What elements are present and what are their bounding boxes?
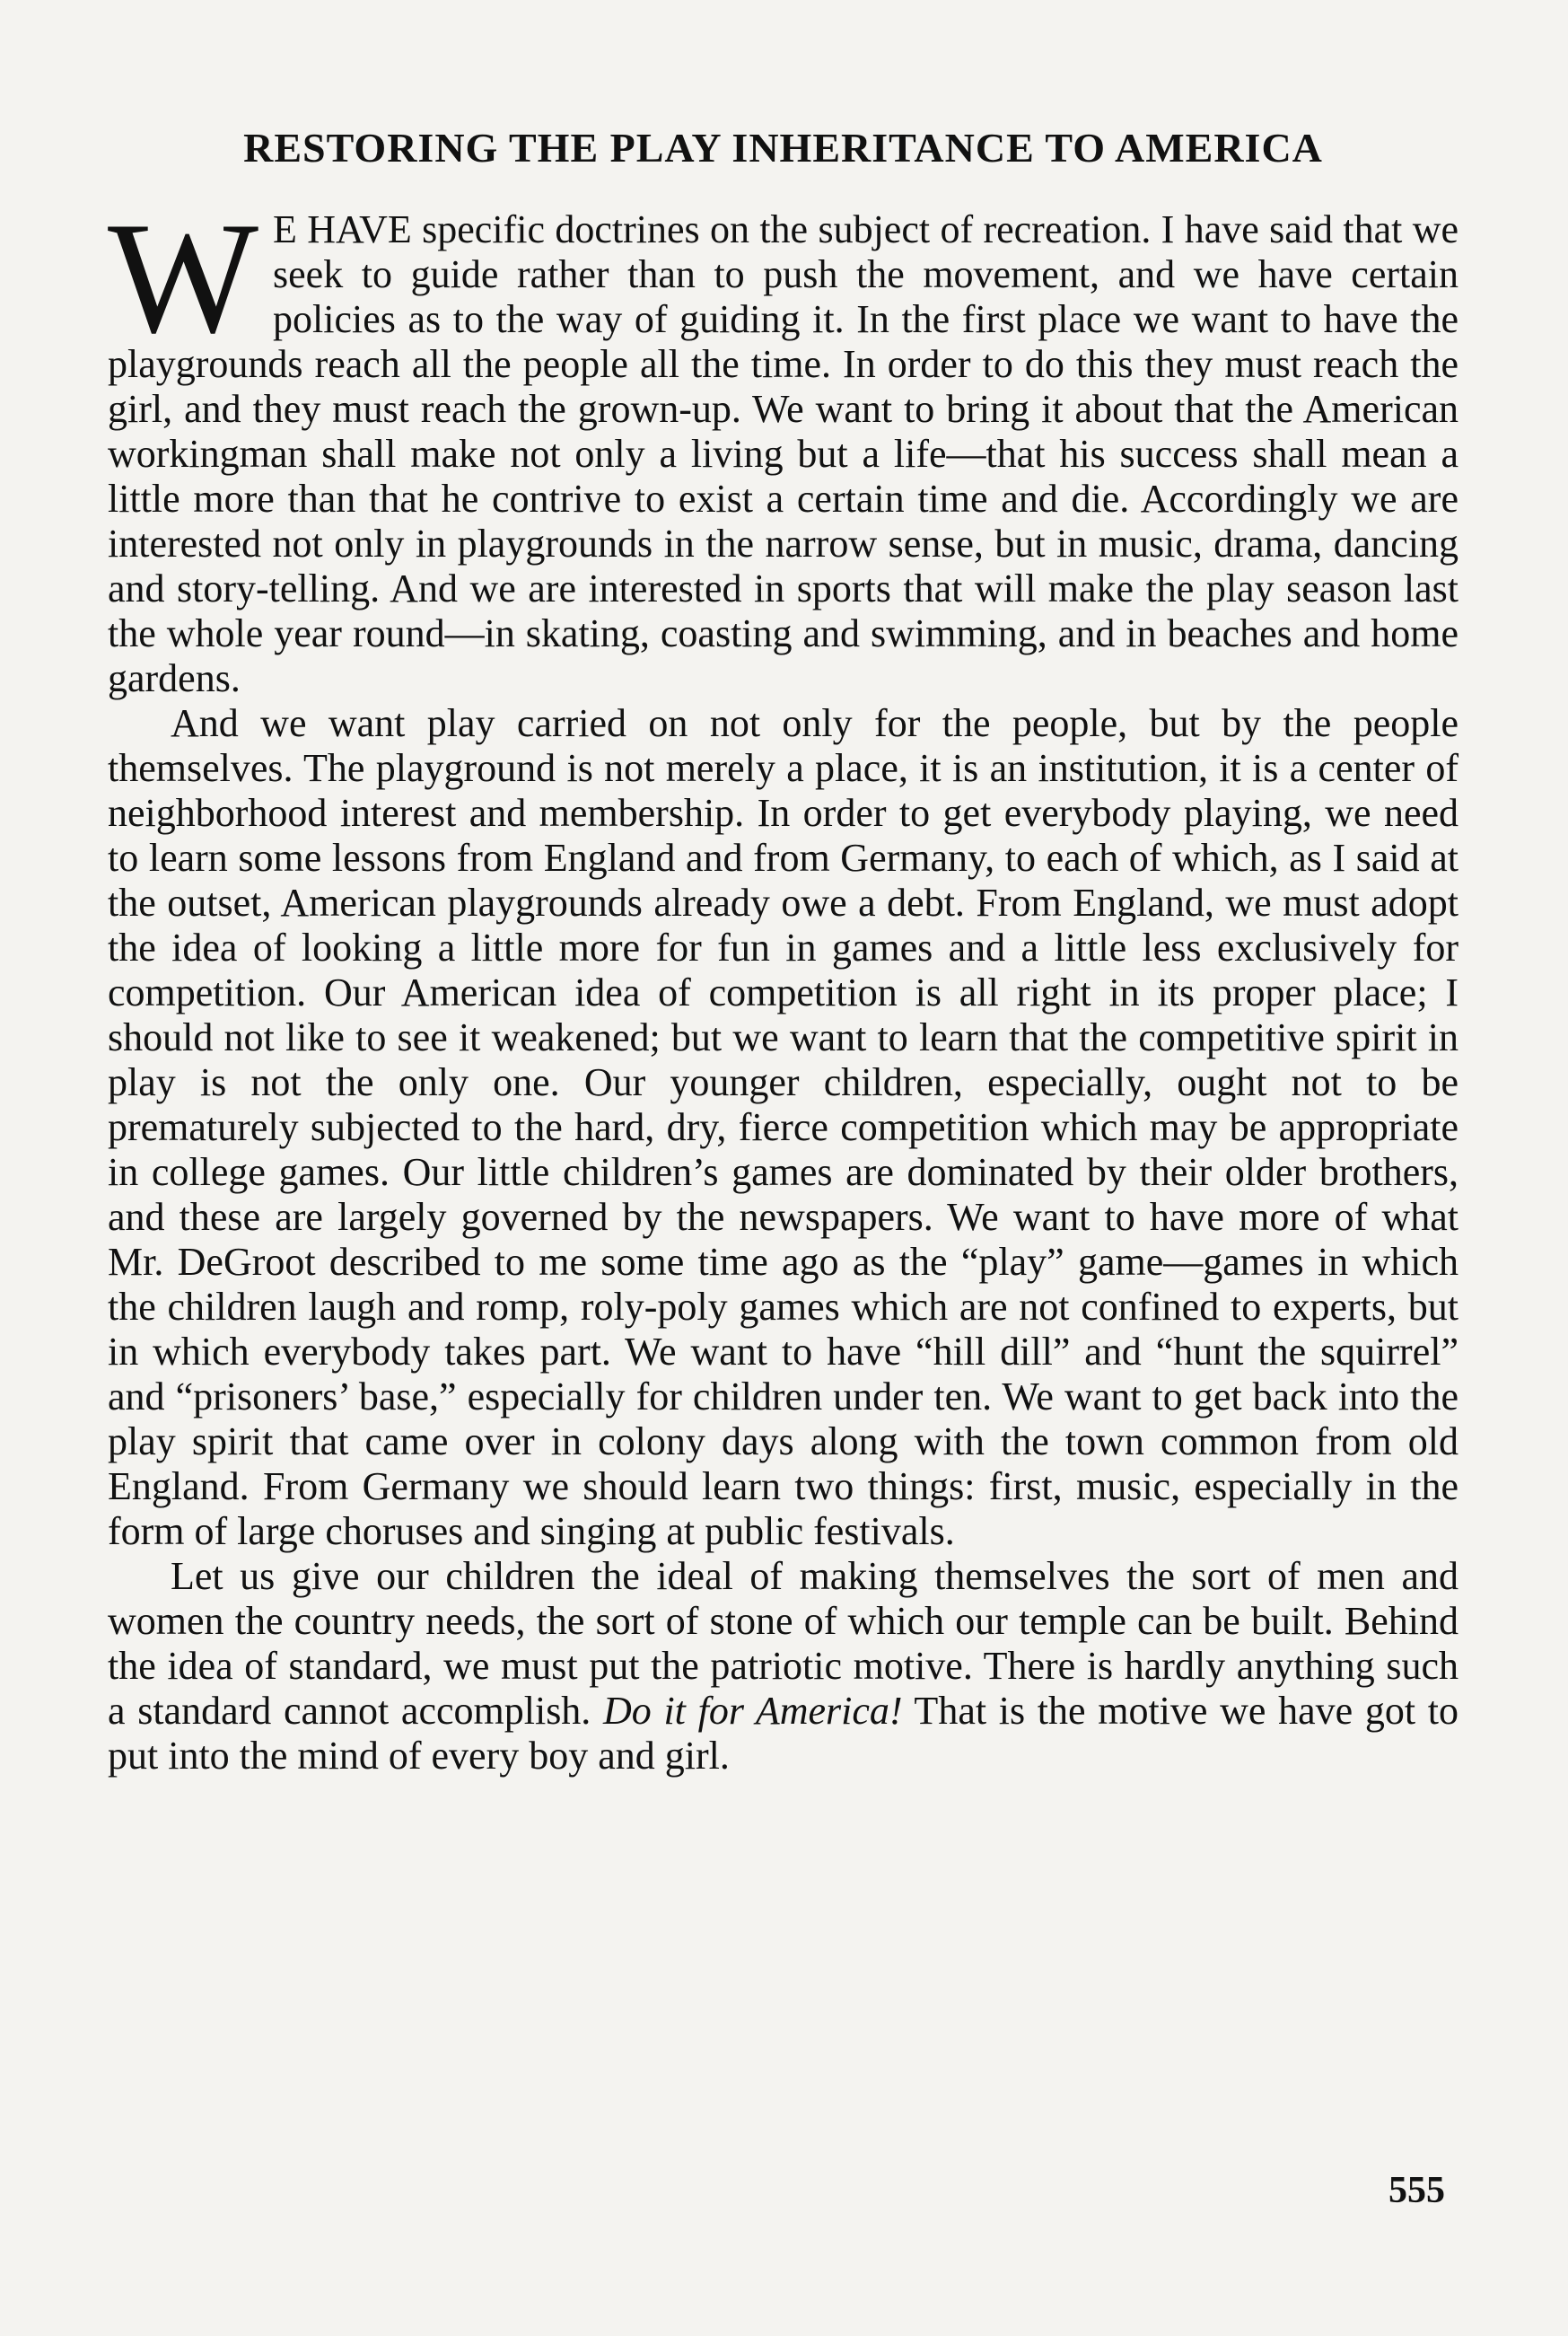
paragraph-1: [108, 188, 1459, 701]
drop-cap: W: [108, 188, 259, 366]
paragraph-1-text: specific doctrines on the subject of recreation. I have said that we seek to guide rather than to push the movement, and we have certain policies as to the way of guiding it. In the first place we want to have the playgrounds reach all the people all the time. In order to do this they must reach the girl, and they must reach the grown-up. We want to bring it about that the American workingman shall make not only a living but a life—that his success shall mean a little more than that he contrive to exist a certain time and die. Accordingly we are interested not only in playgrounds in the narrow sense, but in music, drama, dancing and story-telling. And we are interested in sports that will make the play season last the whole year round—in skating, coasting and swimming, and in beaches and home gardens.: [108, 206, 1459, 700]
paragraph-3-text-end: That is the motive we have got to put into the mind of every boy and girl.: [108, 1688, 1459, 1778]
paragraph-2: And we want play carried on not only for the people, but by the people themselves. The playground is not merely a place, it is an institution, it is a center of neighborhood interest and membership. In order to get everybody playing, we need to learn some lessons from England and from Germany, to each of which, as I said at the outset, American playgrounds already owe a debt. From England, we must adopt the idea of looking a little more for fun in games and a little less exclusively for competition. Our American idea of competition is all right in its proper place; I should not like to see it weakened; but we want to learn that the competitive spirit in play is not the only one. Our younger children, especially, ought not to be prematurely subjected to the hard, dry, fierce competition which may be appropriate in college games. Our little children’s games are dominated by their older brothers, and these are largely governed by the newspapers. We want to have more of what Mr. DeGroot described to me some time ago as the “play” game—games in which the children laugh and romp, roly-poly games which are not confined to experts, but in which everybody takes part. We want to have “hill dill” and “hunt the squirrel” and “prisoners’ base,” especially for children under ten. We want to get back into the play spirit that came over in colony days along with the town common from old England. From Germany we should learn two things: first, music, especially in the form of large choruses and singing at public festivals.: [108, 700, 1459, 1553]
page-number: 555: [1388, 2170, 1445, 2211]
paragraph-3: [108, 1554, 1459, 1778]
opening-words: E HAVE: [273, 206, 412, 251]
article-body: [108, 188, 1459, 1778]
paragraph-3-text-start: Let us give our children the ideal of making themselves the sort of men and women the country needs, the sort of stone of which our temple can be built. Behind the idea of standard, we must put the patriotic motive. There is hardly anything such a standard cannot accomplish.: [108, 1553, 1459, 1733]
page-title: RESTORING THE PLAY INHERITANCE TO AMERICA: [243, 125, 1323, 171]
emphasis-text: Do it for America!: [603, 1688, 903, 1733]
page-content: [108, 126, 1459, 1778]
